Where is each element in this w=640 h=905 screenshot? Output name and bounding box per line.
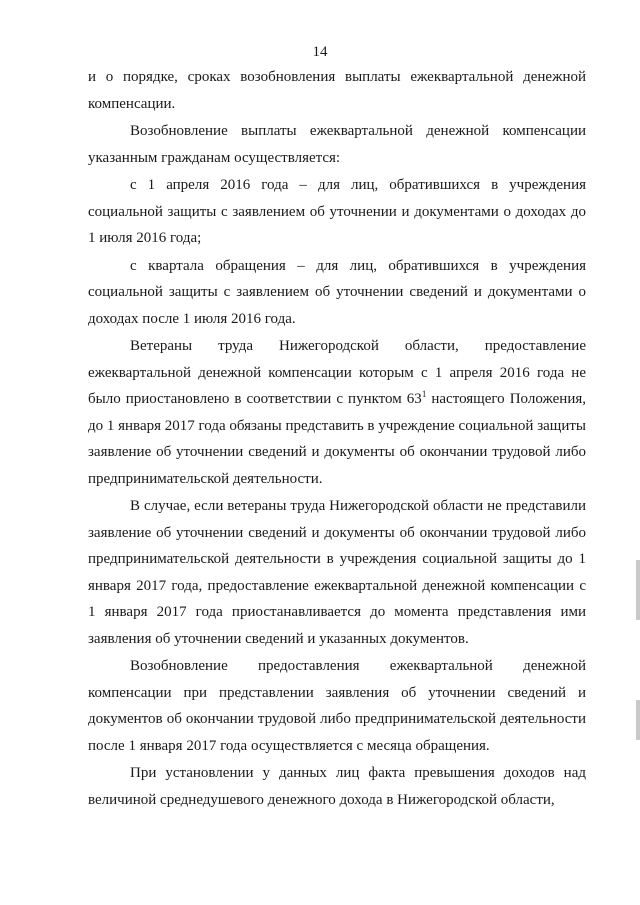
paragraph-4: с квартала обращения – для лиц, обратившихся в учреждения социальной защиты с заявлением об уточнении сведений и документами о доходах после 1 июля 2016 года. xyxy=(88,257,586,327)
paragraph-6: В случае, если ветераны труда Нижегородской области не представили заявление об уточнении сведений и документы об окончании трудовой либо предпринимательской деятельности в учреждения социальной защиты до 1 января 2017 года, предоставление ежеквартальной денежной компенсации с 1 января 2017 года приостанавливается до момента представления ими заявления об уточнении сведений и указанных документов. xyxy=(88,498,586,647)
document-body xyxy=(88,64,586,813)
paragraph-5-text-after: настоящего Положения, до 1 января 2017 года обязаны представить в учреждение социальной защиты заявление об уточнении сведений и документы об окончании трудовой либо предпринимательской деятельности. xyxy=(88,391,587,487)
paragraph-2: Возобновление выплаты ежеквартальной денежной компенсации указанным гражданам осуществляется: xyxy=(88,123,586,166)
paragraph-8: При установлении у данных лиц факта превышения доходов над величиной среднедушевого денежного дохода в Нижегородской области, xyxy=(88,765,586,808)
paragraph-1: и о порядке, сроках возобновления выплаты ежеквартальной денежной компенсации. xyxy=(88,69,586,112)
paragraph-3: с 1 апреля 2016 года – для лиц, обратившихся в учреждения социальной защиты с заявлением об уточнении и документами о доходах до 1 июля 2016 года; xyxy=(88,177,586,246)
page-number: 14 xyxy=(312,44,328,60)
scan-edge-mark xyxy=(636,700,640,740)
paragraph-5-text-before: Ветераны труда Нижегородской области, предоставление ежеквартальной денежной компенсации которым с 1 апреля 2016 года не было приостановлено в соответствии с пунктом 63 xyxy=(88,338,586,407)
paragraph-7: Возобновление предоставления ежеквартальной денежной компенсации при представлении заявления об уточнении сведений и документов об окончании трудовой либо предпринимательской деятельности после 1 января 2017 года осуществляется с месяца обращения. xyxy=(88,658,586,754)
footnote-superscript: 1 xyxy=(421,389,427,399)
scan-edge-mark xyxy=(636,560,640,620)
paragraph-5 xyxy=(88,333,586,492)
